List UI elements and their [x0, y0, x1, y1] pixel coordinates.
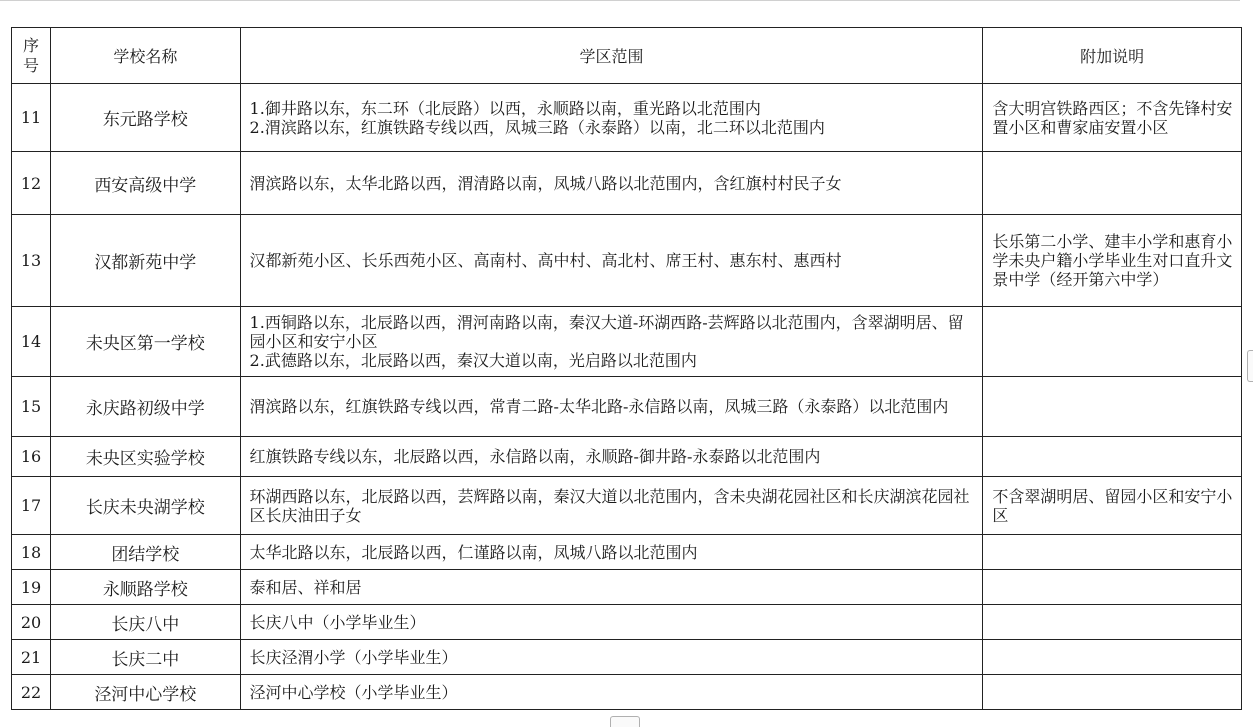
header-no [12, 28, 51, 84]
row-range [240, 570, 983, 605]
row-note [983, 535, 1242, 570]
row-no: 17 [12, 477, 51, 535]
row-no: 13 [12, 215, 51, 307]
header-note: 附加说明 [983, 28, 1242, 84]
row-note [983, 377, 1242, 437]
row-note [983, 675, 1242, 710]
row-school: 长庆二中 [51, 640, 240, 675]
range-line: 长庆泾渭小学（小学毕业生） [249, 647, 458, 667]
range-line: 长庆八中（小学毕业生） [249, 612, 426, 632]
table-row [12, 215, 1242, 307]
row-no: 11 [12, 84, 51, 152]
row-school: 团结学校 [51, 535, 240, 570]
row-range [240, 152, 983, 215]
row-range [240, 84, 983, 152]
row-note [983, 307, 1242, 377]
row-no: 16 [12, 437, 51, 477]
table-row [12, 535, 1242, 570]
row-note [983, 605, 1242, 640]
range-line: 泾河中心学校（小学毕业生） [249, 682, 458, 702]
table-row [12, 477, 1242, 535]
table-row [12, 152, 1242, 215]
row-no: 21 [12, 640, 51, 675]
row-school: 长庆八中 [51, 605, 240, 640]
range-line: 汉都新苑小区、长乐西苑小区、高南村、高中村、高北村、席王村、惠东村、惠西村 [249, 251, 842, 270]
table-row [12, 570, 1242, 605]
table-row [12, 84, 1242, 152]
page-top-rule [0, 0, 1240, 1]
row-no: 20 [12, 605, 51, 640]
range-line: 渭滨路以东，太华北路以西，渭清路以南，凤城八路以北范围内，含红旗村村民子女 [249, 173, 842, 193]
row-school: 西安高级中学 [51, 152, 240, 215]
row-no: 19 [12, 570, 51, 605]
row-school: 泾河中心学校 [51, 675, 240, 710]
table-row [12, 605, 1242, 640]
row-school: 永庆路初级中学 [51, 377, 240, 437]
row-no: 12 [12, 152, 51, 215]
row-school: 未央区实验学校 [51, 437, 240, 477]
range-line: 1.御井路以东，东二环（北辰路）以西，永顺路以南，重光路以北范围内 [249, 98, 761, 118]
row-range [240, 675, 983, 710]
row-no: 22 [12, 675, 51, 710]
header-no-text: 序号 [23, 35, 40, 75]
row-range [240, 477, 983, 535]
row-no: 18 [12, 535, 51, 570]
range-line: 2.渭滨路以东，红旗铁路专线以西，凤城三路（永泰路）以南，北二环以北范围内 [249, 117, 825, 137]
row-range [240, 605, 983, 640]
row-school: 东元路学校 [51, 84, 240, 152]
row-note: 含大明宫铁路西区；不含先锋村安置小区和曹家庙安置小区 [983, 84, 1242, 152]
range-line: 泰和居、祥和居 [249, 577, 362, 597]
row-note [983, 570, 1242, 605]
range-line: 太华北路以东，北辰路以西，仁谨路以南，凤城八路以北范围内 [249, 542, 698, 562]
row-note: 不含翠湖明居、留园小区和安宁小区 [983, 477, 1242, 535]
row-school: 永顺路学校 [51, 570, 240, 605]
table-row [12, 307, 1242, 377]
row-range [240, 377, 983, 437]
table-row [12, 377, 1242, 437]
row-range [240, 535, 983, 570]
row-note [983, 437, 1242, 477]
header-range: 学区范围 [240, 28, 983, 84]
bottom-page-tab[interactable] [610, 716, 640, 727]
range-line: 2.武德路以东，北辰路以西，秦汉大道以南，光启路以北范围内 [249, 351, 697, 370]
row-school: 汉都新苑中学 [51, 215, 240, 307]
row-note [983, 640, 1242, 675]
row-range [240, 215, 983, 307]
range-line: 环湖西路以东，北辰路以西，芸辉路以南，秦汉大道以北范围内，含未央湖花园社区和长庆湖滨花园社区长庆油田子女 [249, 486, 970, 525]
row-range [240, 437, 983, 477]
header-row [12, 28, 1242, 84]
row-range [240, 640, 983, 675]
table-row [12, 437, 1242, 477]
row-range [240, 307, 983, 377]
header-school: 学校名称 [51, 28, 240, 84]
row-no: 15 [12, 377, 51, 437]
row-no: 14 [12, 307, 51, 377]
row-school: 长庆未央湖学校 [51, 477, 240, 535]
range-line: 1.西铜路以东，北辰路以西，渭河南路以南，秦汉大道-环湖西路-芸辉路以北范围内，含翠湖明居、留园小区和安宁小区 [249, 313, 964, 351]
row-note [983, 152, 1242, 215]
row-school: 未央区第一学校 [51, 307, 240, 377]
range-line: 红旗铁路专线以东，北辰路以西，永信路以南，永顺路-御井路-永泰路以北范围内 [249, 447, 821, 466]
side-scroll-handle[interactable] [1247, 350, 1253, 382]
row-note: 长乐第二小学、建丰小学和惠育小学未央户籍小学毕业生对口直升文景中学（经开第六中学） [983, 215, 1242, 307]
table-row [12, 640, 1242, 675]
table-row [12, 675, 1242, 710]
school-district-table [11, 27, 1242, 710]
range-line: 渭滨路以东，红旗铁路专线以西，常青二路-太华北路-永信路以南，凤城三路（永泰路）以北范围内 [249, 397, 949, 416]
